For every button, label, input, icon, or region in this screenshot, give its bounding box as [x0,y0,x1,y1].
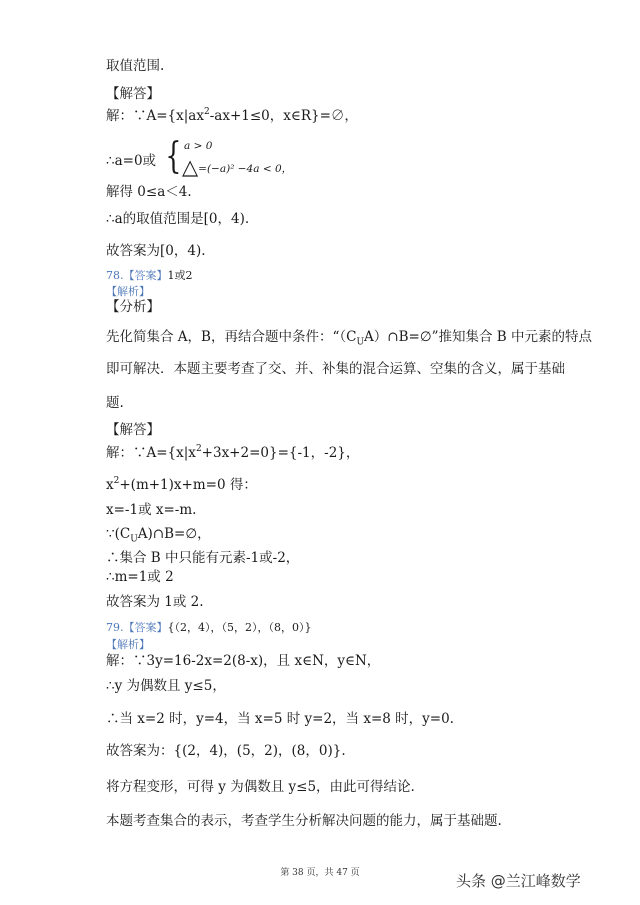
subscript: U [356,337,365,348]
text-line: ∴a的取值范围是[0，4). [106,211,250,227]
text-line: 故答案为：{(2，4)，(5，2)，(8，0)}. [106,743,346,759]
superscript: 2 [203,106,210,117]
text-span: 先化简集合 A，B，再结合题中条件：“（C [106,329,357,345]
math-text: x [106,477,114,493]
text-line: 故答案为 1或 2. [106,594,204,610]
text-line: 将方程变形，可得 y 为偶数且 y≤5，由此可得结论. [106,779,415,795]
text-line [106,476,257,494]
math-text: +(m+1)x+m=0 得： [119,477,257,493]
analysis-tag: 【解析】 [106,285,150,298]
text-line [106,107,358,125]
answer-value: {（2，4），（5，2），（8，0）} [167,621,312,634]
case-row-2 [182,155,292,179]
math-text: 解：∵A={x|x [106,445,196,461]
math-text: -ax+1≤0，x∈R}=∅， [209,108,358,124]
superscript: 2 [195,443,202,454]
text-line: 即可解决．本题主要考查了交、并、补集的混合运算、空集的含义，属于基础 [106,361,565,377]
text-line: 本题考查集合的表示，考查学生分析解决问题的能力，属于基础题. [106,813,502,829]
text-span: A）∩B=∅”推知集合 B 中元素的特点 [364,329,593,345]
math-text: A)∩B=∅， [137,526,211,542]
math-text: 解：∵A={x|ax [106,108,204,124]
text-line [106,328,592,352]
page-footer: 第 38 页，共 47 页 [280,868,360,878]
text-line: 题. [106,395,124,411]
math-text: ∴a=0或 [106,153,157,169]
text-line: 解得 0≤a＜4. [106,184,192,200]
case-row-1: a > 0 [184,140,213,152]
analysis-heading: 【分析】 [106,299,160,315]
text-line [106,525,211,549]
answer-value: 1或2 [167,269,193,282]
answer-tag: 【答案】 [123,621,168,634]
text-line: ∴m=1或 2 [106,569,174,585]
text-line: ∴y 为偶数且 y≤5， [106,678,226,694]
text-line: x=-1或 x=-m. [106,502,197,518]
answer-tag: 【答案】 [123,269,168,282]
math-text: +3x+2=0}={-1，-2}， [201,445,360,461]
question-number: 78. [106,269,124,282]
analysis-tag: 【解析】 [106,638,150,651]
text-line: 解：∵3y=16-2x=2(8-x)，且 x∈N，y∈N， [106,653,381,669]
text-line: 故答案为[0，4). [106,243,206,259]
math-text: =(−a)² −4a < 0 [198,163,282,175]
solution-heading: 【解答】 [106,86,160,102]
math-text: ∵(C [106,526,131,542]
text-line: ∴当 x=2 时，y=4，当 x=5 时 y=2，当 x=8 时，y=0. [106,711,454,727]
left-brace-icon: { [165,136,182,177]
answer-line-79 [106,619,312,637]
subscript: U [130,534,138,545]
question-number: 79. [106,621,124,634]
punctuation: ， [281,163,293,175]
text-line [106,444,359,462]
superscript: 2 [113,475,120,486]
text-line: ∴集合 B 中只能有元素-1或-2， [106,550,300,566]
watermark: 头条 @兰江峰数学 [456,872,581,890]
text-line: 取值范围. [106,58,165,74]
solution-heading: 【解答】 [106,422,160,438]
delta-symbol: △ [182,155,199,179]
